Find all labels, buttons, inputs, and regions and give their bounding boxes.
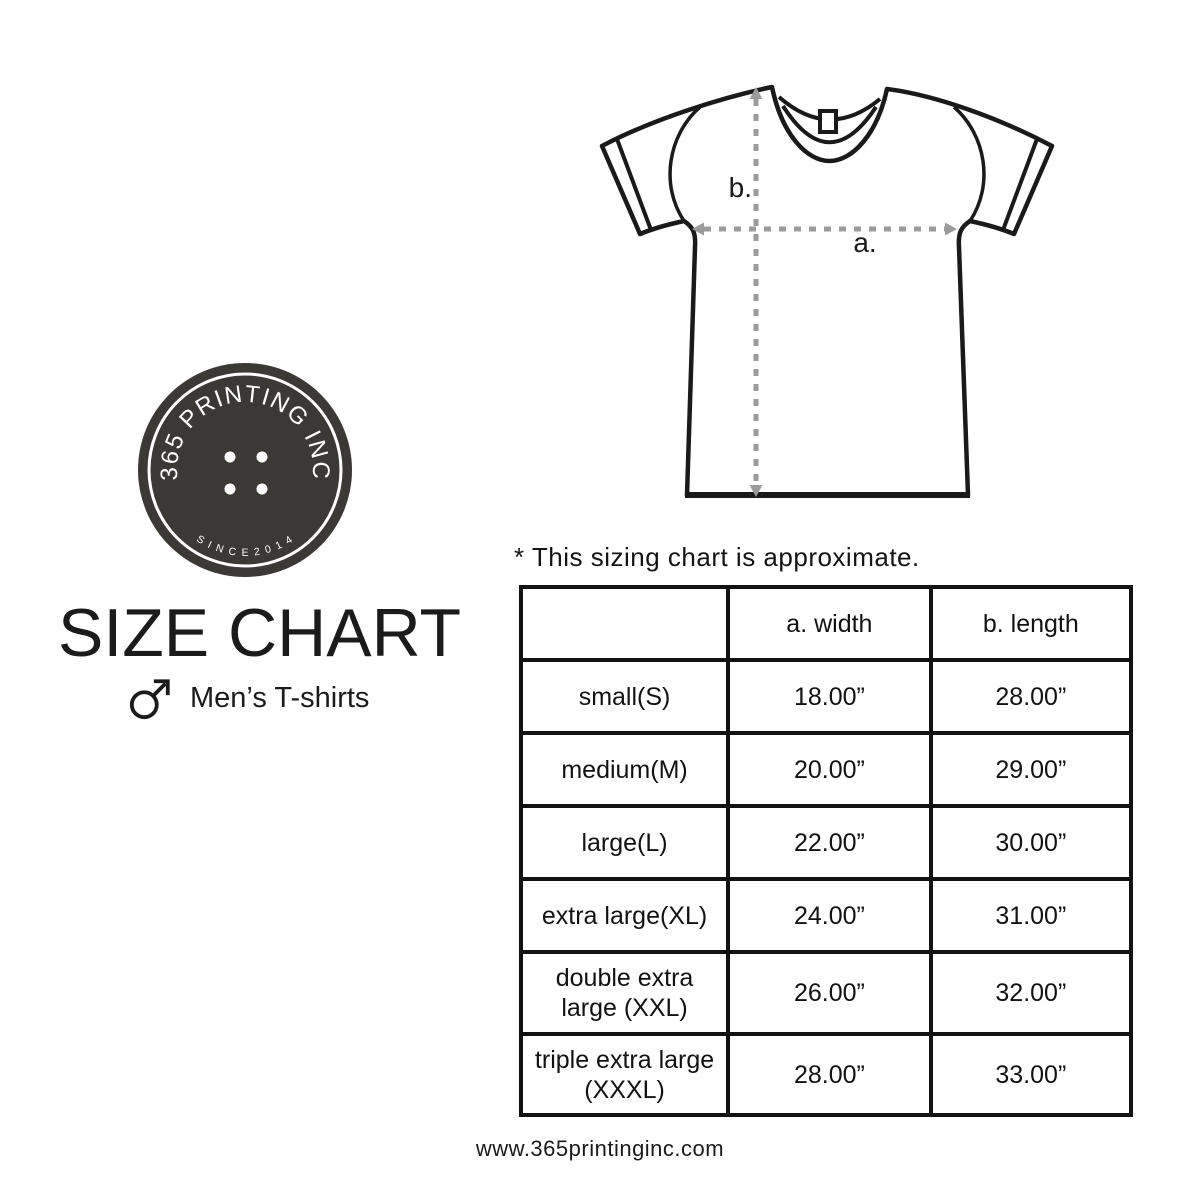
width-cell: 20.00” [728, 733, 931, 806]
size-cell: extra large(XL) [521, 879, 728, 952]
width-cell: 26.00” [728, 952, 931, 1034]
table-row [521, 952, 1131, 1034]
table-row [521, 660, 1131, 733]
width-cell: 18.00” [728, 660, 931, 733]
male-icon [128, 675, 174, 721]
size-cell: triple extra large (XXXL) [521, 1034, 728, 1115]
size-cell: small(S) [521, 660, 728, 733]
width-header-cell: a. width [728, 587, 931, 660]
length-label: b. [728, 172, 752, 203]
table-header-row [521, 587, 1131, 660]
subtitle-label: Men’s T-shirts [190, 681, 370, 714]
length-cell: 30.00” [931, 806, 1131, 879]
width-label: a. [853, 227, 877, 258]
width-cell: 24.00” [728, 879, 931, 952]
size-cell: double extra large (XXL) [521, 952, 728, 1034]
size-header-cell [521, 587, 728, 660]
table-row [521, 1034, 1131, 1115]
tshirt-outline [602, 87, 1052, 495]
size-cell: large(L) [521, 806, 728, 879]
length-header-cell: b. length [931, 587, 1131, 660]
logo-since-text: S I N C E 2 0 1 4 [194, 532, 296, 559]
width-cell: 22.00” [728, 806, 931, 879]
subtitle [128, 672, 369, 724]
approximate-note: * This sizing chart is approximate. [514, 542, 920, 572]
length-cell: 29.00” [931, 733, 1131, 806]
logo-arc-text: 365 PRINTING INC [155, 380, 335, 482]
size-table [519, 585, 1133, 1117]
length-cell: 31.00” [931, 879, 1131, 952]
neck-tag [820, 111, 836, 132]
length-cell: 33.00” [931, 1034, 1131, 1115]
brand-logo [125, 350, 365, 590]
page-title: SIZE CHART [58, 595, 462, 671]
length-cell: 32.00” [931, 952, 1131, 1034]
website-url: www.365printinginc.com [475, 1136, 725, 1161]
width-cell: 28.00” [728, 1034, 931, 1115]
table-row [521, 733, 1131, 806]
tshirt-diagram [555, 55, 1105, 545]
size-cell: medium(M) [521, 733, 728, 806]
table-row [521, 879, 1131, 952]
table-row [521, 806, 1131, 879]
length-cell: 28.00” [931, 660, 1131, 733]
